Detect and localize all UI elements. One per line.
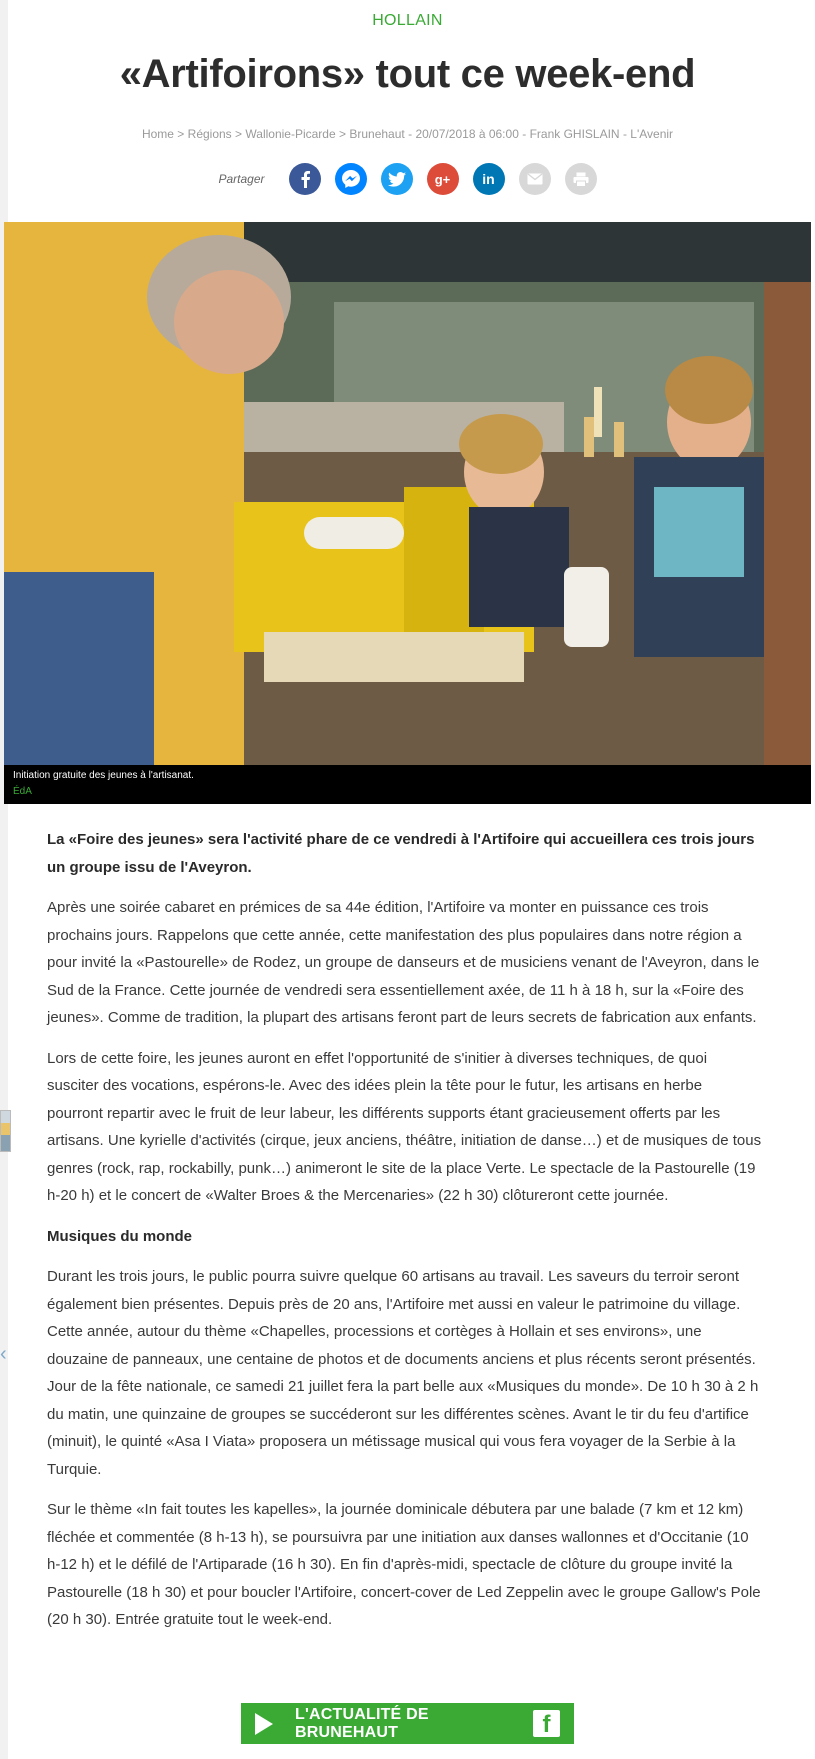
article-paragraph: Lors de cette foire, les jeunes auront en effet l'opportunité de s'initier à diverses techniques, de quoi susciter des vocations, espérons-le. Avec des idées plein la tête pour le futur, les artisans en herbe pourront repartir avec le fruit de leur labeur, les différents supports étant gracieusement offerts par les artisans. Une kyrielle d'activités (cirque, jeux anciens, théâtre, initiation de danse…) et de musiques de tous genres (rock, rap, rockabilly, punk…) animeront le site de la place Verte. Le spectacle de la Pastourelle (19 h-20 h) et le concert de «Walter Broes & the Mercenaries» (22 h 30) clôtureront cette journée.: [47, 1049, 762, 1204]
share-label: Partager: [218, 172, 265, 186]
share-bar: [0, 163, 815, 195]
google-plus-icon[interactable]: g+: [427, 163, 459, 195]
photo-credit: ÉdA: [13, 786, 32, 797]
twitter-icon[interactable]: [381, 163, 413, 195]
workshop-photo: [4, 222, 811, 765]
cta-label: L'ACTUALITÉ DE BRUNEHAUT: [295, 1705, 429, 1741]
chevron-left-icon[interactable]: ‹: [0, 1343, 7, 1365]
print-icon[interactable]: [565, 163, 597, 195]
linkedin-icon[interactable]: in: [473, 163, 505, 195]
breadcrumb-wallonie-picarde[interactable]: Wallonie-Picarde: [245, 127, 336, 141]
messenger-icon[interactable]: [335, 163, 367, 195]
breadcrumb-home[interactable]: Home: [141, 127, 174, 141]
publish-date: 20/07/2018 à 06:00: [415, 127, 519, 141]
article-lead: La «Foire des jeunes» sera l'activité phare de ce vendredi à l'Artifoire qui accueillera ces trois jours un groupe issu de l'Aveyron.: [47, 831, 755, 876]
article-photo[interactable]: [4, 222, 811, 804]
source-name: L'Avenir: [630, 127, 674, 141]
breadcrumb-brunehaut[interactable]: Brunehaut: [349, 127, 405, 141]
play-icon: [255, 1713, 273, 1735]
meta-separator: -: [408, 127, 413, 141]
category-label[interactable]: HOLLAIN: [372, 12, 443, 29]
article-paragraph: Sur le thème «In fait toutes les kapelles», la journée dominicale débutera par une balade (7 km et 12 km) fléchée et commentée (8 h-13 h), se poursuivra par une initiation aux danses wallonnes et d'Occitanie (10 h-12 h) et le défilé de l'Artiparade (16 h 30). En fin d'après-midi, spectacle de clôture du groupe invité la Pastourelle (18 h 30) et pour boucler l'Artifoire, concert-cover de Led Zeppelin avec le groupe Gallow's Pole (20 h 30). Entrée gratuite tout le week-end.: [47, 1501, 761, 1628]
breadcrumb-separator: >: [177, 127, 185, 141]
brunehaut-news-button[interactable]: [241, 1703, 574, 1744]
meta-separator: -: [522, 127, 527, 141]
facebook-icon: f: [533, 1710, 560, 1737]
breadcrumb-separator: >: [235, 127, 243, 141]
article-body: [47, 826, 762, 1647]
article-paragraph: Durant les trois jours, le public pourra suivre quelque 60 artisans au travail. Les saveurs du terroir seront également bien présentes. Depuis près de 20 ans, l'Artifoire met aussi en valeur le patrimoine du village. Cette année, autour du thème «Chapelles, processions et cortèges à Hollain et ses environs», une douzaine de panneaux, une centaine de photos et de documents anciens et plus récents seront présentés. Jour de la fête nationale, ce samedi 21 juillet fera la part belle aux «Musiques du monde». De 10 h 30 à 2 h du matin, une quinzaine de groupes se succéderont sur les différentes scènes. Avant le tir du feu d'artifice (minuit), le quinté «Asa I Viata» proposera un métissage musical qui vous fera voyager de la Serbie à la Turquie.: [47, 1268, 759, 1478]
article-paragraph: Après une soirée cabaret en prémices de sa 44e édition, l'Artifoire va monter en puissance ces trois prochains jours. Rappelons que cette année, cette manifestation des plus populaires dans notre région a pour invité la «Pastourelle» de Rodez, un groupe de danseurs et de musiciens venant de l'Aveyron, dans le Sud de la France. Cette journée de vendredi sera essentiellement axée, de 11 h à 18 h, sur la «Foire des jeunes». Comme de tradition, la plupart des artisans feront part de leurs secrets de fabrication aux enfants.: [47, 899, 760, 1026]
page-title: «Artifoirons» tout ce week-end: [119, 52, 696, 96]
breadcrumb: [0, 127, 815, 141]
facebook-icon[interactable]: [289, 163, 321, 195]
email-icon[interactable]: [519, 163, 551, 195]
breadcrumb-regions[interactable]: Régions: [187, 127, 232, 141]
edge-thumbnail[interactable]: [0, 1110, 11, 1152]
breadcrumb-separator: >: [339, 127, 347, 141]
article-subheading: Musiques du monde: [47, 1227, 193, 1245]
author-name: Frank GHISLAIN: [529, 127, 620, 141]
meta-separator: -: [622, 127, 627, 141]
photo-caption: Initiation gratuite des jeunes à l'artisanat.: [13, 770, 194, 781]
